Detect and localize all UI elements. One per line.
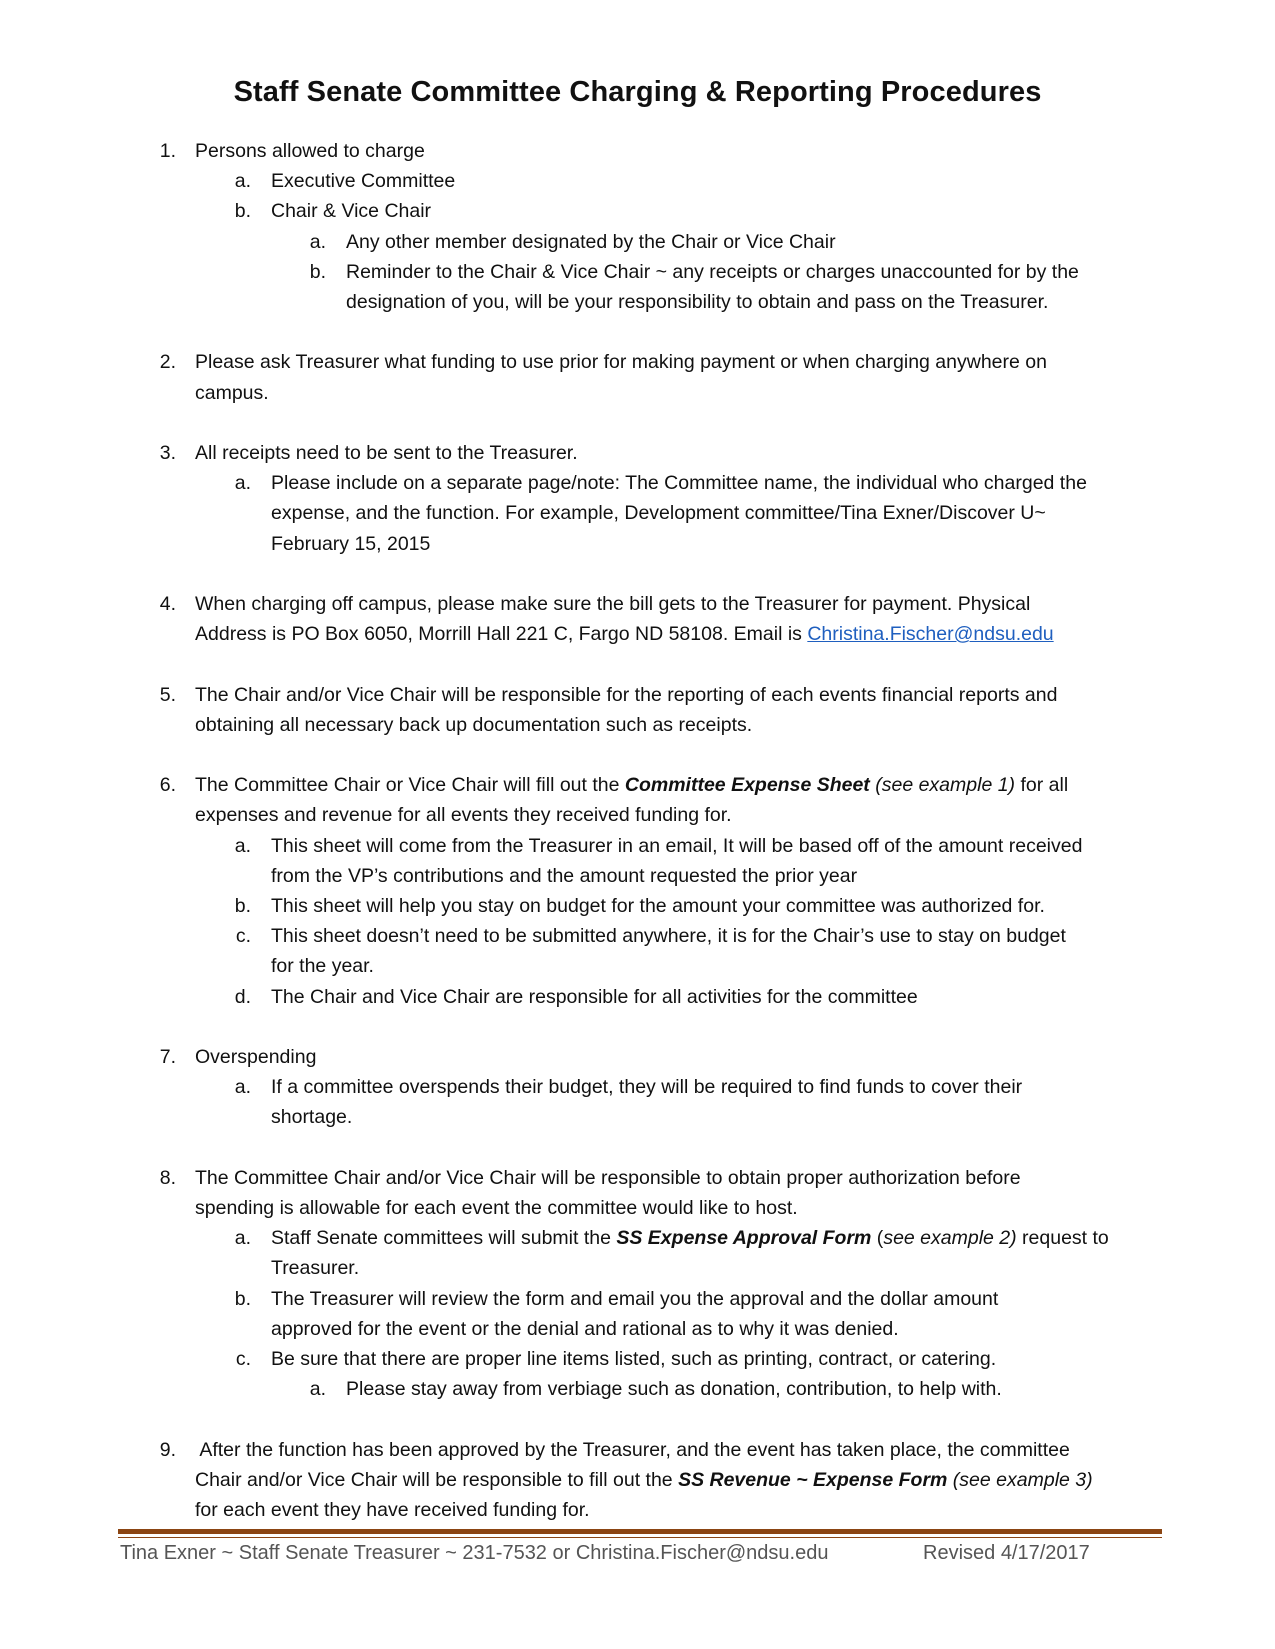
list-item bbox=[0, 680, 1275, 710]
item-text: Be sure that there are proper line items listed, such as printing, contract, or catering. bbox=[271, 1348, 997, 1371]
item-text: Please stay away from verbiage such as donation, contribution, to help with. bbox=[346, 1378, 1002, 1401]
item-text: If a committee overspends their budget, they will be required to find funds to cover their bbox=[271, 1076, 1023, 1099]
procedure-list bbox=[0, 136, 1275, 1525]
footer-revised-date: Revised 4/17/2017 bbox=[923, 1542, 1090, 1564]
item-text: After the function has been approved by the Treasurer, and the event has taken place, the committee bbox=[195, 1438, 1070, 1461]
item-marker: c. bbox=[235, 1348, 251, 1371]
item-text: for the year. bbox=[271, 955, 374, 978]
item-text: When charging off campus, please make sure the bill gets to the Treasurer for payment. Physical bbox=[195, 593, 1031, 615]
item-text: spending is allowable for each event the committee would like to host. bbox=[195, 1197, 798, 1219]
item-text: ( bbox=[871, 1227, 884, 1250]
item-number: 1. bbox=[159, 140, 176, 162]
item-continuation bbox=[0, 1193, 1275, 1223]
list-item bbox=[0, 227, 1275, 257]
item-text: This sheet doesn’t need to be submitted anywhere, it is for the Chair’s use to stay on budget bbox=[271, 925, 1066, 948]
item-marker: c. bbox=[235, 925, 251, 948]
item-marker: d. bbox=[234, 985, 251, 1008]
item-text: request to bbox=[1016, 1227, 1109, 1250]
item-text: for all bbox=[1015, 774, 1069, 797]
item-number: 4. bbox=[159, 593, 176, 615]
item-marker: a. bbox=[234, 472, 251, 495]
item-text: Chair & Vice Chair bbox=[271, 200, 432, 223]
list-item bbox=[0, 1435, 1275, 1465]
item-text: Please ask Treasurer what funding to use prior for making payment or when charging anywhere on bbox=[195, 351, 1047, 374]
list-item bbox=[0, 166, 1275, 196]
item-continuation bbox=[0, 1465, 1275, 1495]
footer-rule-thin bbox=[118, 1537, 1162, 1538]
list-item bbox=[0, 438, 1275, 468]
list-item bbox=[0, 1072, 1275, 1102]
item-text: Chair and/or Vice Chair will be responsible to fill out the bbox=[195, 1468, 679, 1491]
list-item bbox=[0, 257, 1275, 287]
item-text: Address is PO Box 6050, Morrill Hall 221 C, Fargo ND 58108. Email is bbox=[195, 623, 808, 646]
page-title: Staff Senate Committee Charging & Reporting Procedures bbox=[233, 76, 1042, 108]
item-text: shortage. bbox=[271, 1106, 353, 1129]
list-item bbox=[0, 982, 1275, 1012]
item-text: The Treasurer will review the form and email you the approval and the dollar amount bbox=[271, 1287, 999, 1310]
item-continuation bbox=[0, 800, 1275, 830]
item-text: Reminder to the Chair & Vice Chair ~ any receipts or charges unaccounted for by the bbox=[346, 260, 1079, 283]
item-number: 7. bbox=[159, 1046, 176, 1068]
item-marker: b. bbox=[234, 1287, 251, 1310]
item-marker: a. bbox=[309, 230, 326, 253]
item-text: expense, and the function. For example, Development committee/Tina Exner/Discover U~ bbox=[271, 502, 1046, 525]
list-item bbox=[0, 468, 1275, 498]
list-item bbox=[0, 1344, 1275, 1374]
item-number: 5. bbox=[159, 683, 176, 706]
item-continuation bbox=[0, 498, 1275, 528]
item-text: obtaining all necessary back up documentation such as receipts. bbox=[195, 713, 753, 736]
example-reference: (see example 1) bbox=[869, 774, 1016, 797]
item-marker: b. bbox=[234, 200, 251, 223]
item-text: Overspending bbox=[195, 1046, 317, 1068]
footer-contact: Tina Exner ~ Staff Senate Treasurer ~ 231-7532 or Christina.Fischer@ndsu.edu bbox=[120, 1542, 829, 1564]
list-item bbox=[0, 347, 1275, 377]
item-marker: a. bbox=[234, 170, 251, 193]
item-marker: a. bbox=[234, 1076, 251, 1099]
item-continuation bbox=[0, 619, 1275, 649]
item-text: for each event they have received funding for. bbox=[195, 1499, 590, 1522]
item-continuation bbox=[0, 861, 1275, 891]
item-number: 9. bbox=[159, 1438, 176, 1461]
item-text: Treasurer. bbox=[271, 1257, 360, 1280]
email-link[interactable]: Christina.Fischer@ndsu.edu bbox=[807, 623, 1054, 646]
item-number: 2. bbox=[159, 351, 176, 374]
list-item bbox=[0, 1284, 1275, 1314]
list-item bbox=[0, 589, 1275, 619]
form-name: Committee Expense Sheet bbox=[624, 774, 870, 797]
form-name: SS Expense Approval Form bbox=[616, 1227, 872, 1250]
form-name: SS Revenue ~ Expense Form bbox=[678, 1468, 948, 1491]
item-text: February 15, 2015 bbox=[271, 532, 431, 555]
item-continuation bbox=[0, 529, 1275, 559]
item-text: expenses and revenue for all events they received funding for. bbox=[195, 804, 732, 827]
item-text: The Committee Chair and/or Vice Chair will be responsible to obtain proper authorization before bbox=[195, 1166, 1021, 1189]
item-continuation bbox=[0, 710, 1275, 740]
list-item bbox=[0, 196, 1275, 226]
example-reference: see example 2) bbox=[883, 1227, 1017, 1250]
item-text: The Chair and/or Vice Chair will be responsible for the reporting of each events financial reports and bbox=[195, 683, 1058, 706]
list-item bbox=[0, 1223, 1275, 1253]
list-item bbox=[0, 1374, 1275, 1404]
item-continuation bbox=[0, 1495, 1275, 1525]
item-marker: a. bbox=[234, 1227, 251, 1250]
item-text: Any other member designated by the Chair or Vice Chair bbox=[346, 230, 836, 253]
item-text: All receipts need to be sent to the Treasurer. bbox=[195, 442, 578, 464]
item-marker: b. bbox=[234, 895, 251, 917]
item-text: This sheet will help you stay on budget for the amount your committee was authorized for. bbox=[271, 895, 1045, 917]
item-continuation bbox=[0, 1314, 1275, 1344]
list-item bbox=[0, 921, 1275, 951]
item-text: The Chair and Vice Chair are responsible for all activities for the committee bbox=[271, 985, 918, 1008]
item-number: 6. bbox=[159, 774, 176, 797]
item-marker: a. bbox=[309, 1378, 326, 1401]
item-text: Executive Committee bbox=[271, 170, 456, 193]
item-text: designation of you, will be your responsibility to obtain and pass on the Treasurer. bbox=[346, 291, 1049, 314]
item-text: campus. bbox=[195, 381, 269, 404]
item-continuation bbox=[0, 287, 1275, 317]
item-marker: b. bbox=[309, 260, 326, 283]
list-item bbox=[0, 770, 1275, 800]
item-continuation bbox=[0, 1102, 1275, 1132]
list-item bbox=[0, 1163, 1275, 1193]
item-marker: a. bbox=[234, 834, 251, 857]
list-item bbox=[0, 136, 1275, 166]
list-item bbox=[0, 831, 1275, 861]
item-text: The Committee Chair or Vice Chair will fill out the bbox=[195, 774, 625, 797]
item-number: 3. bbox=[159, 442, 176, 464]
item-continuation bbox=[0, 1253, 1275, 1283]
item-text: from the VP’s contributions and the amount requested the prior year bbox=[271, 864, 858, 887]
item-text: Please include on a separate page/note: The Committee name, the individual who charged the bbox=[271, 472, 1087, 495]
item-text: This sheet will come from the Treasurer in an email, It will be based off of the amount received bbox=[271, 834, 1083, 857]
item-text: Persons allowed to charge bbox=[195, 140, 425, 162]
list-item bbox=[0, 1042, 1275, 1072]
item-continuation bbox=[0, 378, 1275, 408]
item-text: approved for the event or the denial and rational as to why it was denied. bbox=[271, 1317, 899, 1340]
footer-rule bbox=[118, 1529, 1162, 1534]
item-number: 8. bbox=[159, 1166, 176, 1189]
example-reference: (see example 3) bbox=[947, 1468, 1093, 1491]
item-text: Staff Senate committees will submit the bbox=[271, 1227, 617, 1250]
list-item bbox=[0, 891, 1275, 921]
item-continuation bbox=[0, 951, 1275, 981]
